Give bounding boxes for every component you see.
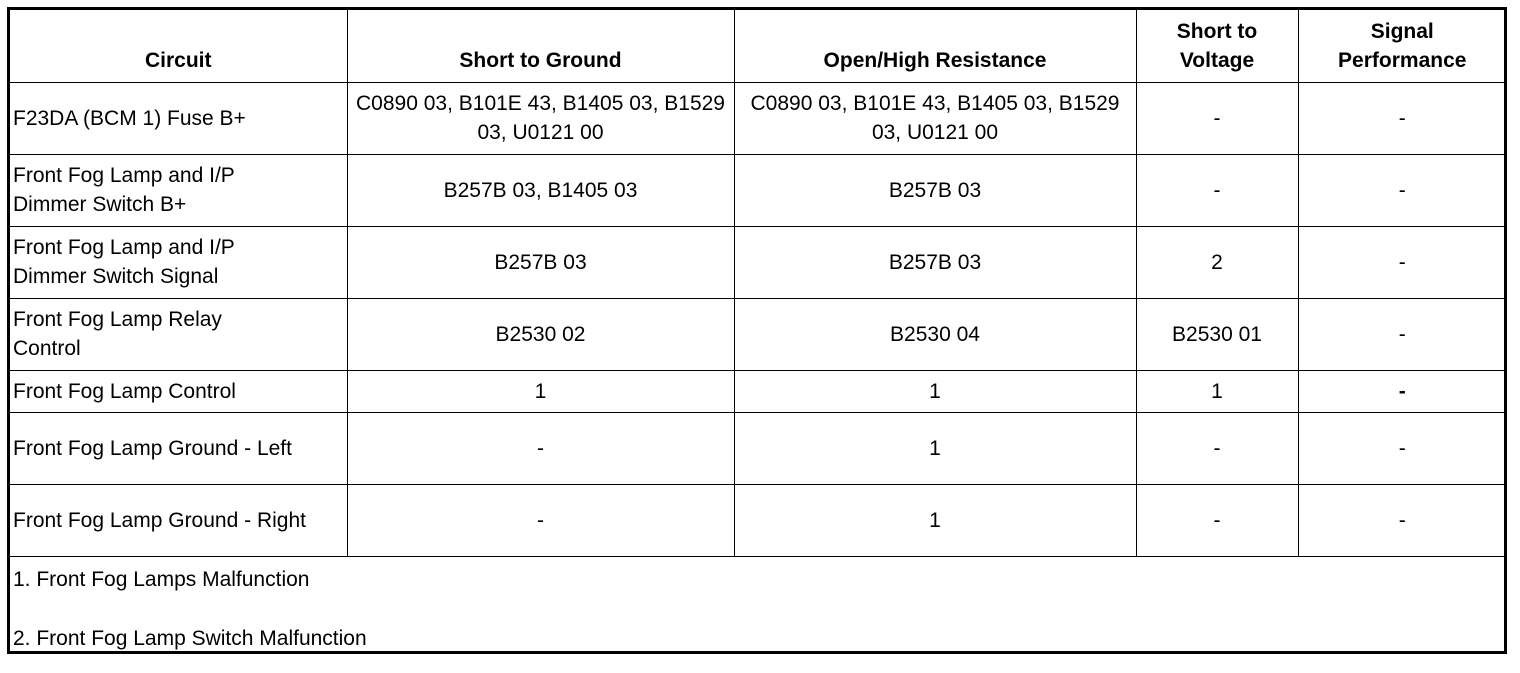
short-to-ground-cell <box>347 82 734 154</box>
circuit-text: Front Fog Lamp Relay Control <box>13 308 222 360</box>
open-high-resistance-cell: B2530 04 <box>734 298 1136 370</box>
open-high-resistance-cell: B257B 03 <box>734 226 1136 298</box>
note-2: 2. Front Fog Lamp Switch Malfunction <box>13 626 367 650</box>
table-row <box>10 154 1506 226</box>
table-row <box>10 484 1506 556</box>
circuit-text: Front Fog Lamp Ground - Right <box>13 508 306 532</box>
signal-performance-cell: - <box>1298 484 1506 556</box>
column-header-signal-performance <box>1298 10 1506 82</box>
short-to-voltage-cell: B2530 01 <box>1136 298 1298 370</box>
table-row <box>10 82 1506 154</box>
circuit-cell <box>10 298 347 370</box>
circuit-text: Front Fog Lamp and I/P Dimmer Switch Signal <box>13 236 235 288</box>
open-high-resistance-cell: B257B 03 <box>734 154 1136 226</box>
diagnostic-table-frame <box>7 7 1507 654</box>
circuit-cell <box>10 154 347 226</box>
short-to-voltage-cell: - <box>1136 484 1298 556</box>
column-header-short-to-ground: Short to Ground <box>347 10 734 82</box>
signal-performance-cell: - <box>1298 154 1506 226</box>
table-row <box>10 412 1506 484</box>
signal-performance-cell: - <box>1298 370 1506 412</box>
short-to-ground-cell: B257B 03, B1405 03 <box>347 154 734 226</box>
signal-performance-cell: - <box>1298 226 1506 298</box>
signal-performance-cell: - <box>1298 412 1506 484</box>
circuit-text: Front Fog Lamp Ground - Left <box>13 436 292 460</box>
column-header-open-high-resistance: Open/High Resistance <box>734 10 1136 82</box>
diagnostic-table <box>10 10 1506 673</box>
short-to-ground-text: C0890 03, B101E 43, B1405 03, B1529 03, U0121 00 <box>356 92 725 144</box>
open-high-resistance-cell: 1 <box>734 370 1136 412</box>
short-to-ground-cell: B2530 02 <box>347 298 734 370</box>
short-to-ground-cell: B257B 03 <box>347 226 734 298</box>
short-to-voltage-cell: 2 <box>1136 226 1298 298</box>
short-to-voltage-cell: - <box>1136 82 1298 154</box>
short-to-voltage-cell: - <box>1136 412 1298 484</box>
short-to-voltage-cell: - <box>1136 154 1298 226</box>
table-header-row <box>10 10 1506 82</box>
circuit-text: Front Fog Lamp and I/P Dimmer Switch B+ <box>13 164 235 216</box>
open-high-resistance-cell <box>734 82 1136 154</box>
short-to-voltage-cell: 1 <box>1136 370 1298 412</box>
circuit-cell <box>10 484 347 556</box>
circuit-cell <box>10 226 347 298</box>
open-high-resistance-text: C0890 03, B101E 43, B1405 03, B1529 03, U0121 00 <box>750 92 1120 144</box>
short-to-ground-cell: 1 <box>347 370 734 412</box>
circuit-cell: F23DA (BCM 1) Fuse B+ <box>10 82 347 154</box>
table-row <box>10 226 1506 298</box>
notes-cell <box>10 556 1506 673</box>
circuit-cell: Front Fog Lamp Control <box>10 370 347 412</box>
signal-performance-cell: - <box>1298 298 1506 370</box>
circuit-cell <box>10 412 347 484</box>
short-to-ground-cell: - <box>347 484 734 556</box>
short-to-ground-cell: - <box>347 412 734 484</box>
note-1: 1. Front Fog Lamps Malfunction <box>13 567 310 591</box>
column-header-circuit: Circuit <box>10 10 347 82</box>
column-header-signal-performance-text: Signal Performance <box>1338 19 1467 72</box>
open-high-resistance-cell: 1 <box>734 412 1136 484</box>
signal-performance-cell: - <box>1298 82 1506 154</box>
notes-row <box>10 556 1506 673</box>
column-header-short-to-voltage-text: Short to Voltage <box>1176 19 1258 72</box>
table-row <box>10 298 1506 370</box>
table-row <box>10 370 1506 412</box>
open-high-resistance-cell: 1 <box>734 484 1136 556</box>
column-header-short-to-voltage <box>1136 10 1298 82</box>
